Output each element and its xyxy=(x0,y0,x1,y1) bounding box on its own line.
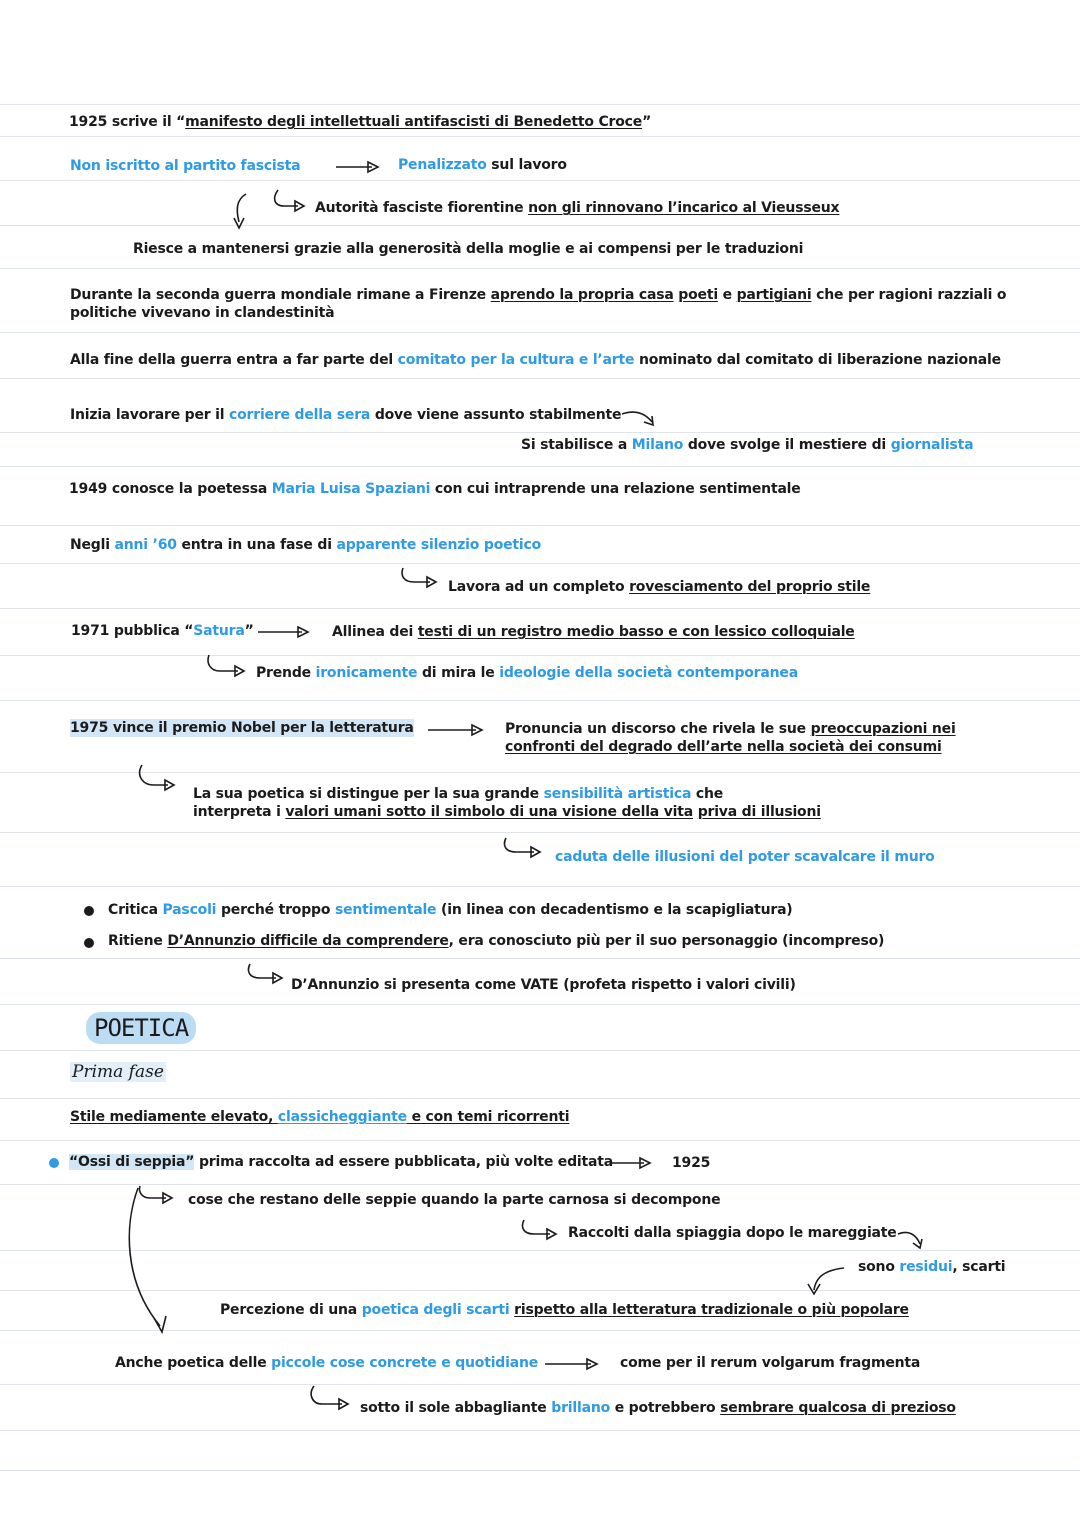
hook-arrow-icon xyxy=(502,838,546,862)
hook-arrow-icon xyxy=(272,190,308,216)
keyword-brillano: brillano xyxy=(551,1400,611,1416)
note-anni-60 xyxy=(70,536,541,554)
keyword-satura: Satura xyxy=(193,623,245,639)
note-non-iscritto: Non iscritto al partito fascista xyxy=(70,158,301,174)
text-rovesciamento: rovesciamento del proprio stile xyxy=(629,579,871,595)
text-segment: Allinea dei xyxy=(332,624,418,640)
text-segment: Negli xyxy=(70,537,115,553)
text-segment: Durante la seconda guerra mondiale rimane a Firenze xyxy=(70,287,491,303)
note-residui xyxy=(858,1258,1005,1276)
keyword-sentimentale: sentimentale xyxy=(334,902,437,918)
arrow-right-icon xyxy=(336,160,382,174)
note-registro-medio xyxy=(332,623,855,641)
hook-arrow-icon xyxy=(206,655,248,679)
text-registro: testi di un registro medio basso e con lessico colloquiale xyxy=(417,624,855,640)
hook-arrow-icon xyxy=(520,1220,560,1244)
year-1925: 1925 xyxy=(672,1155,711,1171)
text-stile-elevato: Stile mediamente elevato, xyxy=(70,1109,278,1125)
keyword-spaziani: Maria Luisa Spaziani xyxy=(271,481,431,497)
hook-arrow-icon xyxy=(136,1186,178,1208)
text-segment: Prende xyxy=(256,665,316,681)
keyword-ironicamente: ironicamente xyxy=(315,665,418,681)
note-discorso xyxy=(505,720,956,738)
note-dannunzio xyxy=(108,932,884,950)
text-segment: 1971 pubblica “ xyxy=(71,623,194,639)
text-segment: entra in una fase di xyxy=(176,537,337,553)
text-segment: La sua poetica si distingue per la sua grande xyxy=(193,786,544,802)
text-segment: Anche poetica delle xyxy=(115,1355,272,1371)
curved-arrow-icon xyxy=(896,1228,926,1252)
text-segment: Critica xyxy=(108,902,163,918)
text-segment: (in linea con decadentismo e la scapigliatura) xyxy=(436,902,793,918)
keyword-anni-60: anni ’60 xyxy=(114,537,177,553)
note-spaziani xyxy=(69,480,801,498)
text-segment: e potrebbero xyxy=(610,1400,721,1416)
keyword-ideologie: ideologie della società contemporanea xyxy=(499,665,798,681)
text-segment: Alla fine della guerra entra a far parte del xyxy=(70,352,398,368)
note-critica-pascoli xyxy=(108,901,793,919)
hook-arrow-icon xyxy=(400,568,440,592)
note-poetica-distingue xyxy=(193,785,723,803)
text-segment: sono xyxy=(858,1259,900,1275)
note-vate: D’Annunzio si presenta come VATE (profeta rispetto i valori civili) xyxy=(291,977,796,993)
text-dannunzio-difficile: D’Annunzio difficile da comprendere xyxy=(167,933,449,949)
text-prezioso: sembrare qualcosa di prezioso xyxy=(720,1400,956,1416)
text-segment: 1925 scrive il “ xyxy=(69,114,186,130)
note-cose-che-restano: cose che restano delle seppie quando la parte carnosa si decompone xyxy=(188,1192,721,1208)
arrow-right-icon xyxy=(545,1357,605,1371)
note-ironicamente xyxy=(256,664,798,682)
note-valori-umani xyxy=(193,803,821,821)
text-segment: Autorità fasciste fiorentine xyxy=(315,200,529,216)
text-segment: sul lavoro xyxy=(486,157,567,173)
text-segment: Lavora ad un completo xyxy=(448,579,630,595)
note-clandestinita: politiche vivevano in clandestinità xyxy=(70,305,335,321)
text-segment: 1949 conosce la poetessa xyxy=(69,481,272,497)
text-segment: interpreta i xyxy=(193,804,286,820)
text-segment: , era conosciuto più per il suo personaggio (incompreso) xyxy=(448,933,885,949)
text-preoccupazioni: preoccupazioni nei xyxy=(810,721,956,737)
bullet-dot xyxy=(84,906,94,916)
bullet-dot-blue xyxy=(49,1158,59,1168)
note-degrado-arte: confronti del degrado dell’arte nella società dei consumi xyxy=(505,739,942,755)
note-stile xyxy=(70,1108,569,1126)
text-segment: Pronuncia un discorso che rivela le sue xyxy=(505,721,811,737)
text-segment: dove viene assunto stabilmente xyxy=(370,407,622,423)
curved-down-arrow-icon xyxy=(230,192,250,230)
note-milano xyxy=(521,436,973,454)
note-caduta-illusioni: caduta delle illusioni del poter scavalcare il muro xyxy=(555,849,935,865)
note-seconda-guerra xyxy=(70,286,1006,304)
text-priva-illusioni: priva di illusioni xyxy=(697,804,821,820)
text-aprendo-casa: aprendo la propria casa xyxy=(490,287,674,303)
text-segment: prima raccolta ad essere pubblicata, più volte editata xyxy=(194,1154,613,1170)
text-letteratura-tradizionale: rispetto alla letteratura tradizionale o più popolare xyxy=(514,1302,909,1318)
text-partigiani: partigiani xyxy=(736,287,812,303)
keyword-classicheggiante: classicheggiante xyxy=(277,1109,407,1125)
text-segment: nominato dal comitato di liberazione nazionale xyxy=(634,352,1001,368)
text-vieusseux: non gli rinnovano l’incarico al Vieusseux xyxy=(528,200,840,216)
hook-arrow-icon xyxy=(308,1386,352,1414)
note-fine-guerra xyxy=(70,351,1001,369)
note-corriere xyxy=(70,406,621,424)
text-segment: Si stabilisce a xyxy=(521,437,632,453)
curved-arrow-icon xyxy=(620,408,658,432)
arrow-right-icon xyxy=(610,1156,656,1170)
note-sole-abbagliante xyxy=(360,1399,956,1417)
keyword-corriere-sera: corriere della sera xyxy=(229,407,371,423)
keyword-poetica-scarti: poetica degli scarti xyxy=(361,1302,510,1318)
note-raccolti-spiaggia: Raccolti dalla spiaggia dopo le mareggiate xyxy=(568,1225,897,1241)
text-poeti: poeti xyxy=(678,287,718,303)
hook-arrow-icon xyxy=(246,964,286,988)
keyword-milano: Milano xyxy=(631,437,684,453)
text-segment: , scarti xyxy=(952,1259,1006,1275)
text-segment: di mira le xyxy=(417,665,500,681)
hook-arrow-icon xyxy=(136,765,180,795)
text-segment: Inizia lavorare per il xyxy=(70,407,230,423)
keyword-piccole-cose: piccole cose concrete e quotidiane xyxy=(271,1355,539,1371)
keyword-penalizzato: Penalizzato xyxy=(398,157,487,173)
keyword-giornalista: giornalista xyxy=(890,437,974,453)
text-segment: che xyxy=(691,786,724,802)
note-ossi-seppia xyxy=(69,1153,613,1171)
subtitle-prima-fase: Prima fase xyxy=(72,1062,164,1082)
title-poetica: POETICA xyxy=(86,1012,196,1044)
note-penalizzato xyxy=(398,156,567,174)
keyword-silenzio-poetico: apparente silenzio poetico xyxy=(336,537,542,553)
long-curved-arrow-icon xyxy=(118,1186,178,1338)
note-piccole-cose xyxy=(115,1354,538,1372)
text-segment: ” xyxy=(244,623,254,639)
keyword-pascoli: Pascoli xyxy=(162,902,217,918)
note-satura xyxy=(71,622,254,640)
text-segment: con cui intraprende una relazione sentimentale xyxy=(430,481,801,497)
text-segment: ” xyxy=(642,114,652,130)
keyword-residui: residui xyxy=(899,1259,953,1275)
text-segment: perché troppo xyxy=(216,902,335,918)
note-manifesto xyxy=(69,113,651,131)
text-segment: Percezione di una xyxy=(220,1302,362,1318)
text-segment: Ritiene xyxy=(108,933,168,949)
manifesto-title: manifesto degli intellettuali antifascisti di Benedetto Croce xyxy=(185,114,643,130)
text-segment: dove svolge il mestiere di xyxy=(683,437,891,453)
text-temi-ricorrenti: e con temi ricorrenti xyxy=(406,1109,570,1125)
text-segment: sotto il sole abbagliante xyxy=(360,1400,552,1416)
text-valori: valori umani sotto il simbolo di una visione della vita xyxy=(285,804,693,820)
note-poetica-scarti xyxy=(220,1301,909,1319)
section-title xyxy=(86,1014,196,1042)
text-segment: e xyxy=(717,287,737,303)
note-rovesciamento xyxy=(448,578,870,596)
keyword-comitato-cultura: comitato per la cultura e l’arte xyxy=(397,352,635,368)
curved-down-arrow-icon xyxy=(804,1264,848,1296)
title-ossi-di-seppia: “Ossi di seppia” xyxy=(69,1154,195,1170)
arrow-right-icon xyxy=(258,625,314,639)
note-nobel: 1975 vince il premio Nobel per la letteratura xyxy=(70,720,414,736)
arrow-right-icon xyxy=(428,723,488,737)
note-autorita-fasciste xyxy=(315,199,839,217)
note-rerum-volgarum: come per il rerum volgarum fragmenta xyxy=(620,1355,921,1371)
bullet-dot xyxy=(84,938,94,948)
note-riesce-mantenersi: Riesce a mantenersi grazie alla generosità della moglie e ai compensi per le traduzioni xyxy=(133,241,804,257)
keyword-sensibilita: sensibilità artistica xyxy=(543,786,692,802)
text-segment: che per ragioni razziali o xyxy=(811,287,1007,303)
